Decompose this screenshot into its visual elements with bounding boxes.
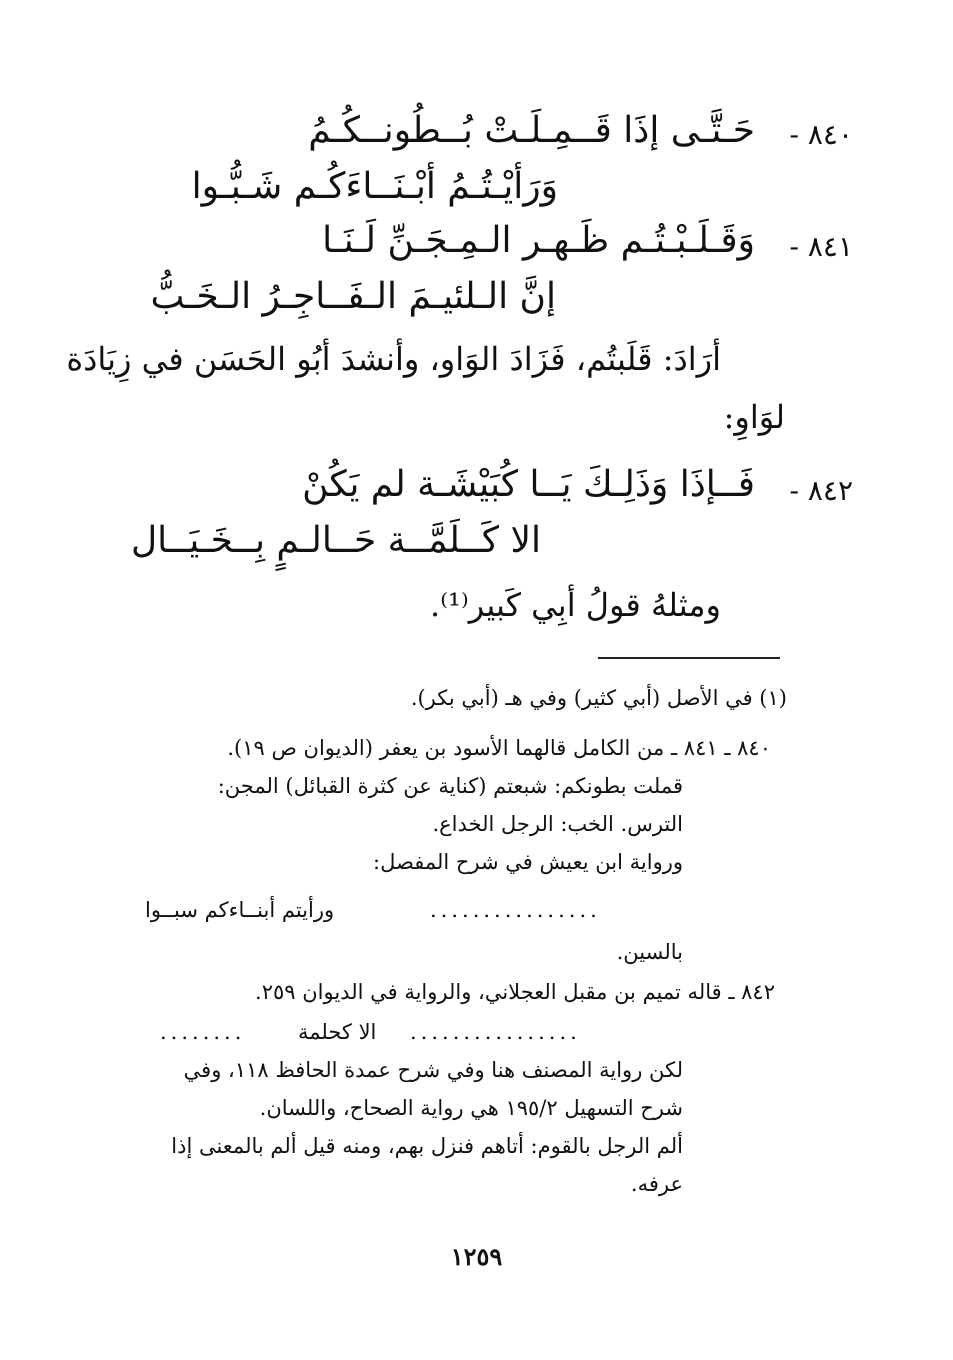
footnote-ellipsis: ................ (410, 1020, 581, 1044)
page-number: ١٢٥٩ (450, 1242, 503, 1271)
footnote-line: (١) في الأصل (أبي كثير) وفي هـ (أبي بكر). (410, 686, 787, 710)
footnote-verse: الا كحلمة (298, 1020, 377, 1044)
footnote-line: بالسين. (616, 940, 683, 964)
verse-number: ٨٤٢ - (789, 474, 853, 507)
footnote-line: ورواية ابن يعيش في شرح المفصل: (373, 850, 683, 874)
footnote-line: ٨٤٠ ـ ٨٤١ ـ من الكامل قالهما الأسود بن يعفر (الديوان ص ١٩). (227, 736, 771, 760)
footnote-separator (598, 657, 780, 659)
verse-hemistich: وَرَأيْـتُـمُ أبْـنَــاءَكُـم شَـبُّـوا (191, 166, 558, 207)
footnote-line: عرفه. (630, 1172, 683, 1196)
footnote-ellipsis: ........ (160, 1020, 246, 1044)
footnote-line: قملت بطونكم: شبعتم (كناية عن كثرة القبائل) المجن: (217, 774, 683, 798)
verse-hemistich: إنَّ الـلئيـمَ الـفَــاجِـرُ الـخَـبُّ (150, 276, 556, 317)
verse-hemistich: الا كَــلَمَّــة حَــالـمٍ بِــخَـيَــال (131, 520, 541, 561)
footnote-line: شرح التسهيل ١٩٥/٢ هي رواية الصحاح، واللسان. (259, 1096, 683, 1120)
verse-hemistich: حَـتَّـى إذَا قَــمِـلَـتْ بُــطُونــكُـمُ (308, 110, 755, 151)
footnote-verse: ورأيتم أبنــاءكم سبــوا (145, 898, 335, 922)
verse-hemistich: وَقَـلَـبْـتُـم ظَـهـر الـمِـجَـنِّ لَـنَـا (322, 220, 755, 261)
footnote-line: لكن رواية المصنف هنا وفي شرح عمدة الحافظ ١١٨، وفي (183, 1058, 683, 1082)
verse-number: ٨٤٠ - (789, 118, 853, 151)
footnote-line: ألم الرجل بالقوم: أتاهم فنزل بهم، ومنه قيل ألم بالمعنى إذا (171, 1134, 683, 1158)
prose-line: أرَادَ: قَلَبتُم، فَزَادَ الوَاو، وأنشدَ أبُو الحَسَن في زِيَادَة (66, 340, 721, 378)
verse-hemistich: فَــإذَا وَذَلِـكَ يَــا كُبَيْشَـة لم يَكُنْ (302, 464, 755, 505)
footnote-line: ٨٤٢ ـ قاله تميم بن مقبل العجلاني، والرواية في الديوان ٢٥٩. (255, 980, 775, 1004)
verse-number: ٨٤١ - (789, 230, 853, 263)
footnote-ellipsis: ................ (430, 898, 601, 922)
prose-line: ومثلهُ قولُ أبِي كَبير⁽¹⁾. (430, 586, 721, 624)
footnote-line: الترس. الخب: الرجل الخداع. (432, 812, 683, 836)
prose-line: لوَاوِ: (723, 398, 785, 436)
